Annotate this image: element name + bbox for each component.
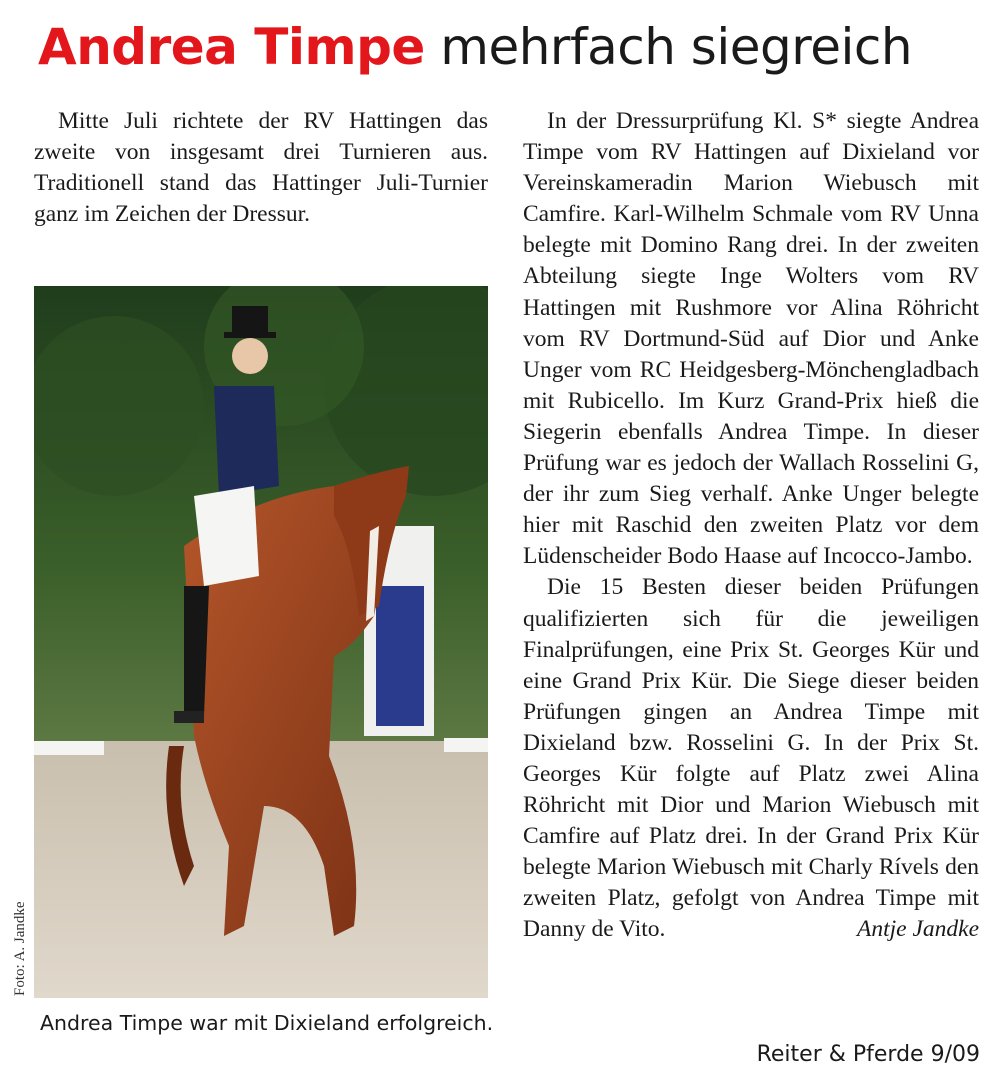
photo-credit: Foto: A. Jandke [12, 901, 28, 996]
headline-name: Andrea Timpe [38, 18, 425, 76]
headline-rest: mehrfach siegreich [440, 18, 913, 76]
right-column [523, 106, 979, 946]
headline [38, 14, 912, 80]
left-column [34, 106, 488, 230]
source-reference: Reiter & Pferde 9/09 [756, 1042, 980, 1067]
body-paragraph-1: In der Dressurprüfung Kl. S* siegte Andrea Timpe vom RV Hattingen auf Dixieland vor Vereinskameradin Marion Wiebusch mit Camfire. Karl-Wilhelm Schmale vom RV Unna belegte mit Domino Rang drei. In der zweiten Abteilung siegte Inge Wolters vom RV Hattingen mit Rushmore vor Alina Röhricht vom RV Dortmund-Süd auf Dior und Anke Unger vom RC Heidgesberg-Mönchengladbach mit Rubicello. Im Kurz Grand-Prix hieß die Siegerin ebenfalls Andrea Timpe. In dieser Prüfung war es jedoch der Wallach Rosselini G, der ihr zum Sieg verhalf. Anke Unger belegte hier mit Raschid den zweiten Platz vor dem Lüdenscheider Bodo Haase auf Incocco-Jambo. [523, 108, 979, 570]
photo-caption: Andrea Timpe war mit Dixieland erfolgreich. [40, 1011, 494, 1035]
article-photo [34, 286, 488, 998]
dressage-horse-photo [34, 286, 488, 998]
body-paragraph-2 [523, 572, 979, 945]
intro-paragraph: Mitte Juli richtete der RV Hattingen das zweite von insgesamt drei Turnieren aus. Traditionell stand das Hattinger Juli-Turnier ganz im Zeichen der Dressur. [34, 108, 488, 228]
body-paragraph-2-text: Die 15 Besten dieser beiden Prüfungen qualifizierten sich für die jeweiligen Finalprüfungen, eine Prix St. Georges Kür und eine Grand Prix Kür. Die Siege dieser beiden Prüfungen gingen an Andrea Timpe mit Dixieland bzw. Rosselini G. In der Prix St. Georges Kür folgte auf Platz zwei Alina Röhricht mit Dior und Marion Wiebusch mit Camfire auf Platz drei. In der Grand Prix Kür belegte Marion Wiebusch mit Charly Rívels den zweiten Platz, gefolgt von Andrea Timpe mit Danny de Vito. [523, 574, 979, 943]
author-byline: Antje Jandke [856, 916, 979, 943]
